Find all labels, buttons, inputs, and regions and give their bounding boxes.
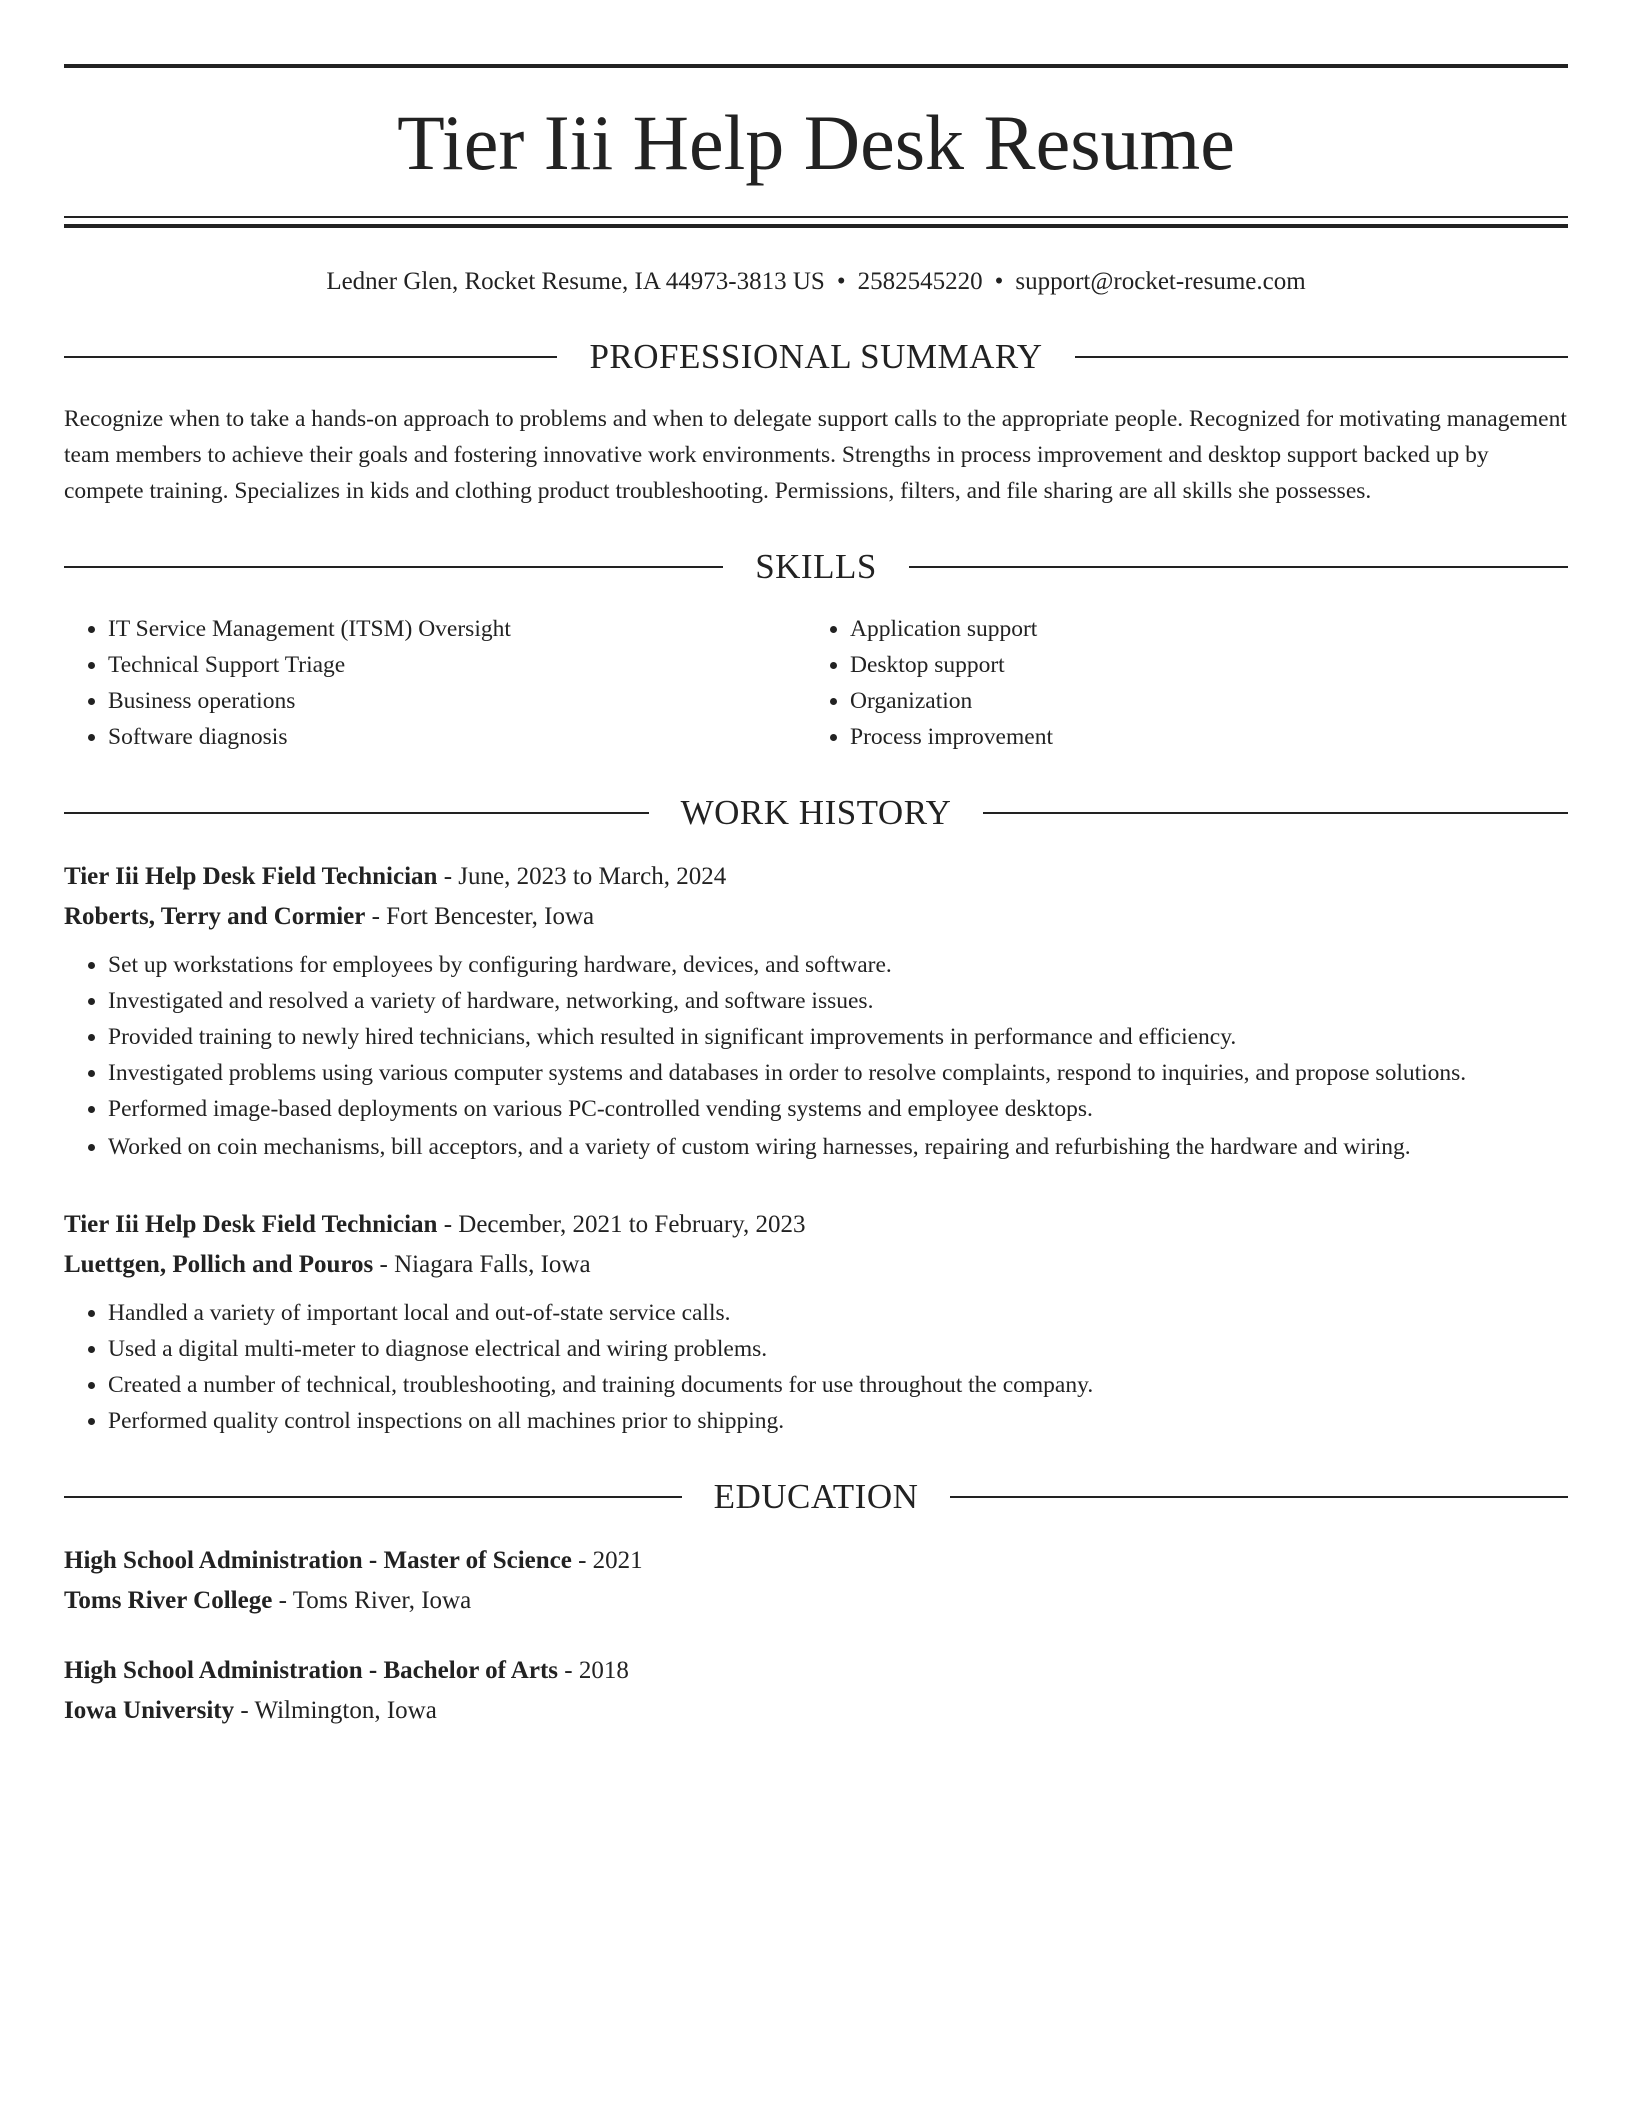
job-location: - Niagara Falls, Iowa: [373, 1251, 591, 1278]
job-bullet: • Provided training to newly hired technicians, which resulted in significant improvements in performance and efficiency.: [108, 1019, 1568, 1055]
resume-page: [64, 64, 1568, 1731]
education-entry: [64, 1541, 1568, 1621]
education-entry: [64, 1651, 1568, 1731]
summary-title: PROFESSIONAL SUMMARY: [589, 337, 1043, 376]
work-section-heading: [64, 793, 1568, 833]
contact-phone: 2582545220: [857, 268, 983, 295]
name-rule-thick: [64, 224, 1568, 228]
skill-item: • Application support: [850, 611, 1548, 647]
school-location: - Wilmington, Iowa: [234, 1697, 437, 1724]
job-company-line: [64, 1245, 1568, 1285]
heading-rule-left: [64, 1496, 682, 1498]
contact-separator: •: [836, 268, 846, 295]
job-title: Tier Iii Help Desk Field Technician: [64, 1211, 438, 1238]
skill-item: • Business operations: [108, 683, 806, 719]
job-bullet: • Used a digital multi-meter to diagnose electrical and wiring problems.: [108, 1331, 1568, 1367]
job-bullets: [64, 947, 1568, 1165]
job-bullet: • Worked on coin mechanisms, bill acceptors, and a variety of custom wiring harnesses, repairing and refurbishing the hardware and wiring.: [108, 1129, 1568, 1165]
degree-line: [64, 1541, 1568, 1581]
resume-name: Tier Iii Help Desk Resume: [397, 99, 1235, 186]
job-company-line: [64, 897, 1568, 937]
name-rule-thin: [64, 216, 1568, 218]
skills-section-heading: [64, 547, 1568, 587]
contact-separator: •: [994, 268, 1004, 295]
summary-section-heading: [64, 337, 1568, 377]
skill-item: • Desktop support: [850, 647, 1548, 683]
job-bullet: • Investigated problems using various computer systems and databases in order to resolve complaints, respond to inquiries, and propose solutions.: [108, 1055, 1568, 1091]
skills-column-left: [64, 611, 806, 755]
heading-rule-left: [64, 566, 723, 568]
heading-rule-right: [1075, 356, 1568, 358]
summary-text: Recognize when to take a hands-on approach to problems and when to delegate support calls to the appropriate people. Recognized for motivating management team members to achieve their goals and fostering innovative work environments. Strengths in process improvement and desktop support backed up by compete training. Specializes in kids and clothing product troubleshooting. Permissions, filters, and file sharing are all skills she possesses.: [64, 406, 1567, 504]
job-title-line: [64, 1205, 1568, 1245]
skill-item: • IT Service Management (ITSM) Oversight: [108, 611, 806, 647]
degree: High School Administration - Master of Science: [64, 1547, 572, 1574]
top-rule: [64, 64, 1568, 68]
skill-item: • Technical Support Triage: [108, 647, 806, 683]
contact-address: Ledner Glen, Rocket Resume, IA 44973-3813 US: [326, 268, 825, 295]
skills-column-right: [806, 611, 1548, 755]
job-bullet: • Performed image-based deployments on various PC-controlled vending systems and employee desktops.: [108, 1091, 1568, 1127]
school: Iowa University: [64, 1697, 235, 1724]
job-bullet: • Performed quality control inspections on all machines prior to shipping.: [108, 1403, 1568, 1439]
job-dates: - June, 2023 to March, 2024: [437, 863, 727, 890]
degree-year: - 2021: [571, 1547, 643, 1574]
skills-title: SKILLS: [755, 547, 877, 586]
degree: High School Administration - Bachelor of Arts: [64, 1657, 559, 1684]
heading-rule-left: [64, 812, 649, 814]
school-location: - Toms River, Iowa: [272, 1587, 472, 1614]
heading-rule-right: [983, 812, 1568, 814]
skill-item: • Software diagnosis: [108, 719, 806, 755]
job-location: - Fort Bencester, Iowa: [365, 903, 595, 930]
degree-line: [64, 1651, 1568, 1691]
work-title: WORK HISTORY: [680, 793, 952, 832]
job-bullet: • Investigated and resolved a variety of hardware, networking, and software issues.: [108, 983, 1568, 1019]
school-line: [64, 1691, 1568, 1731]
school: Toms River College: [64, 1587, 273, 1614]
degree-year: - 2018: [558, 1657, 629, 1684]
job-title-line: [64, 857, 1568, 897]
job-bullets: [64, 1295, 1568, 1439]
job-company: Luettgen, Pollich and Pouros: [64, 1251, 374, 1278]
skill-item: • Process improvement: [850, 719, 1548, 755]
job-bullet: • Created a number of technical, troubleshooting, and training documents for use throughout the company.: [108, 1367, 1568, 1403]
heading-rule-left: [64, 356, 557, 358]
heading-rule-right: [909, 566, 1568, 568]
skill-item: • Organization: [850, 683, 1548, 719]
contact-line: [64, 265, 1568, 299]
job-bullet: • Handled a variety of important local and out-of-state service calls.: [108, 1295, 1568, 1331]
school-line: [64, 1581, 1568, 1621]
job-entry: [64, 1205, 1568, 1439]
job-bullet: • Set up workstations for employees by configuring hardware, devices, and software.: [108, 947, 1568, 983]
job-company: Roberts, Terry and Cormier: [64, 903, 366, 930]
contact-email: support@rocket-resume.com: [1015, 268, 1306, 295]
education-title: EDUCATION: [713, 1477, 919, 1516]
education-section-heading: [64, 1477, 1568, 1517]
heading-rule-right: [950, 1496, 1568, 1498]
skills-list: [64, 611, 1568, 755]
job-dates: - December, 2021 to February, 2023: [437, 1211, 806, 1238]
job-entry: [64, 857, 1568, 1165]
job-title: Tier Iii Help Desk Field Technician: [64, 863, 438, 890]
